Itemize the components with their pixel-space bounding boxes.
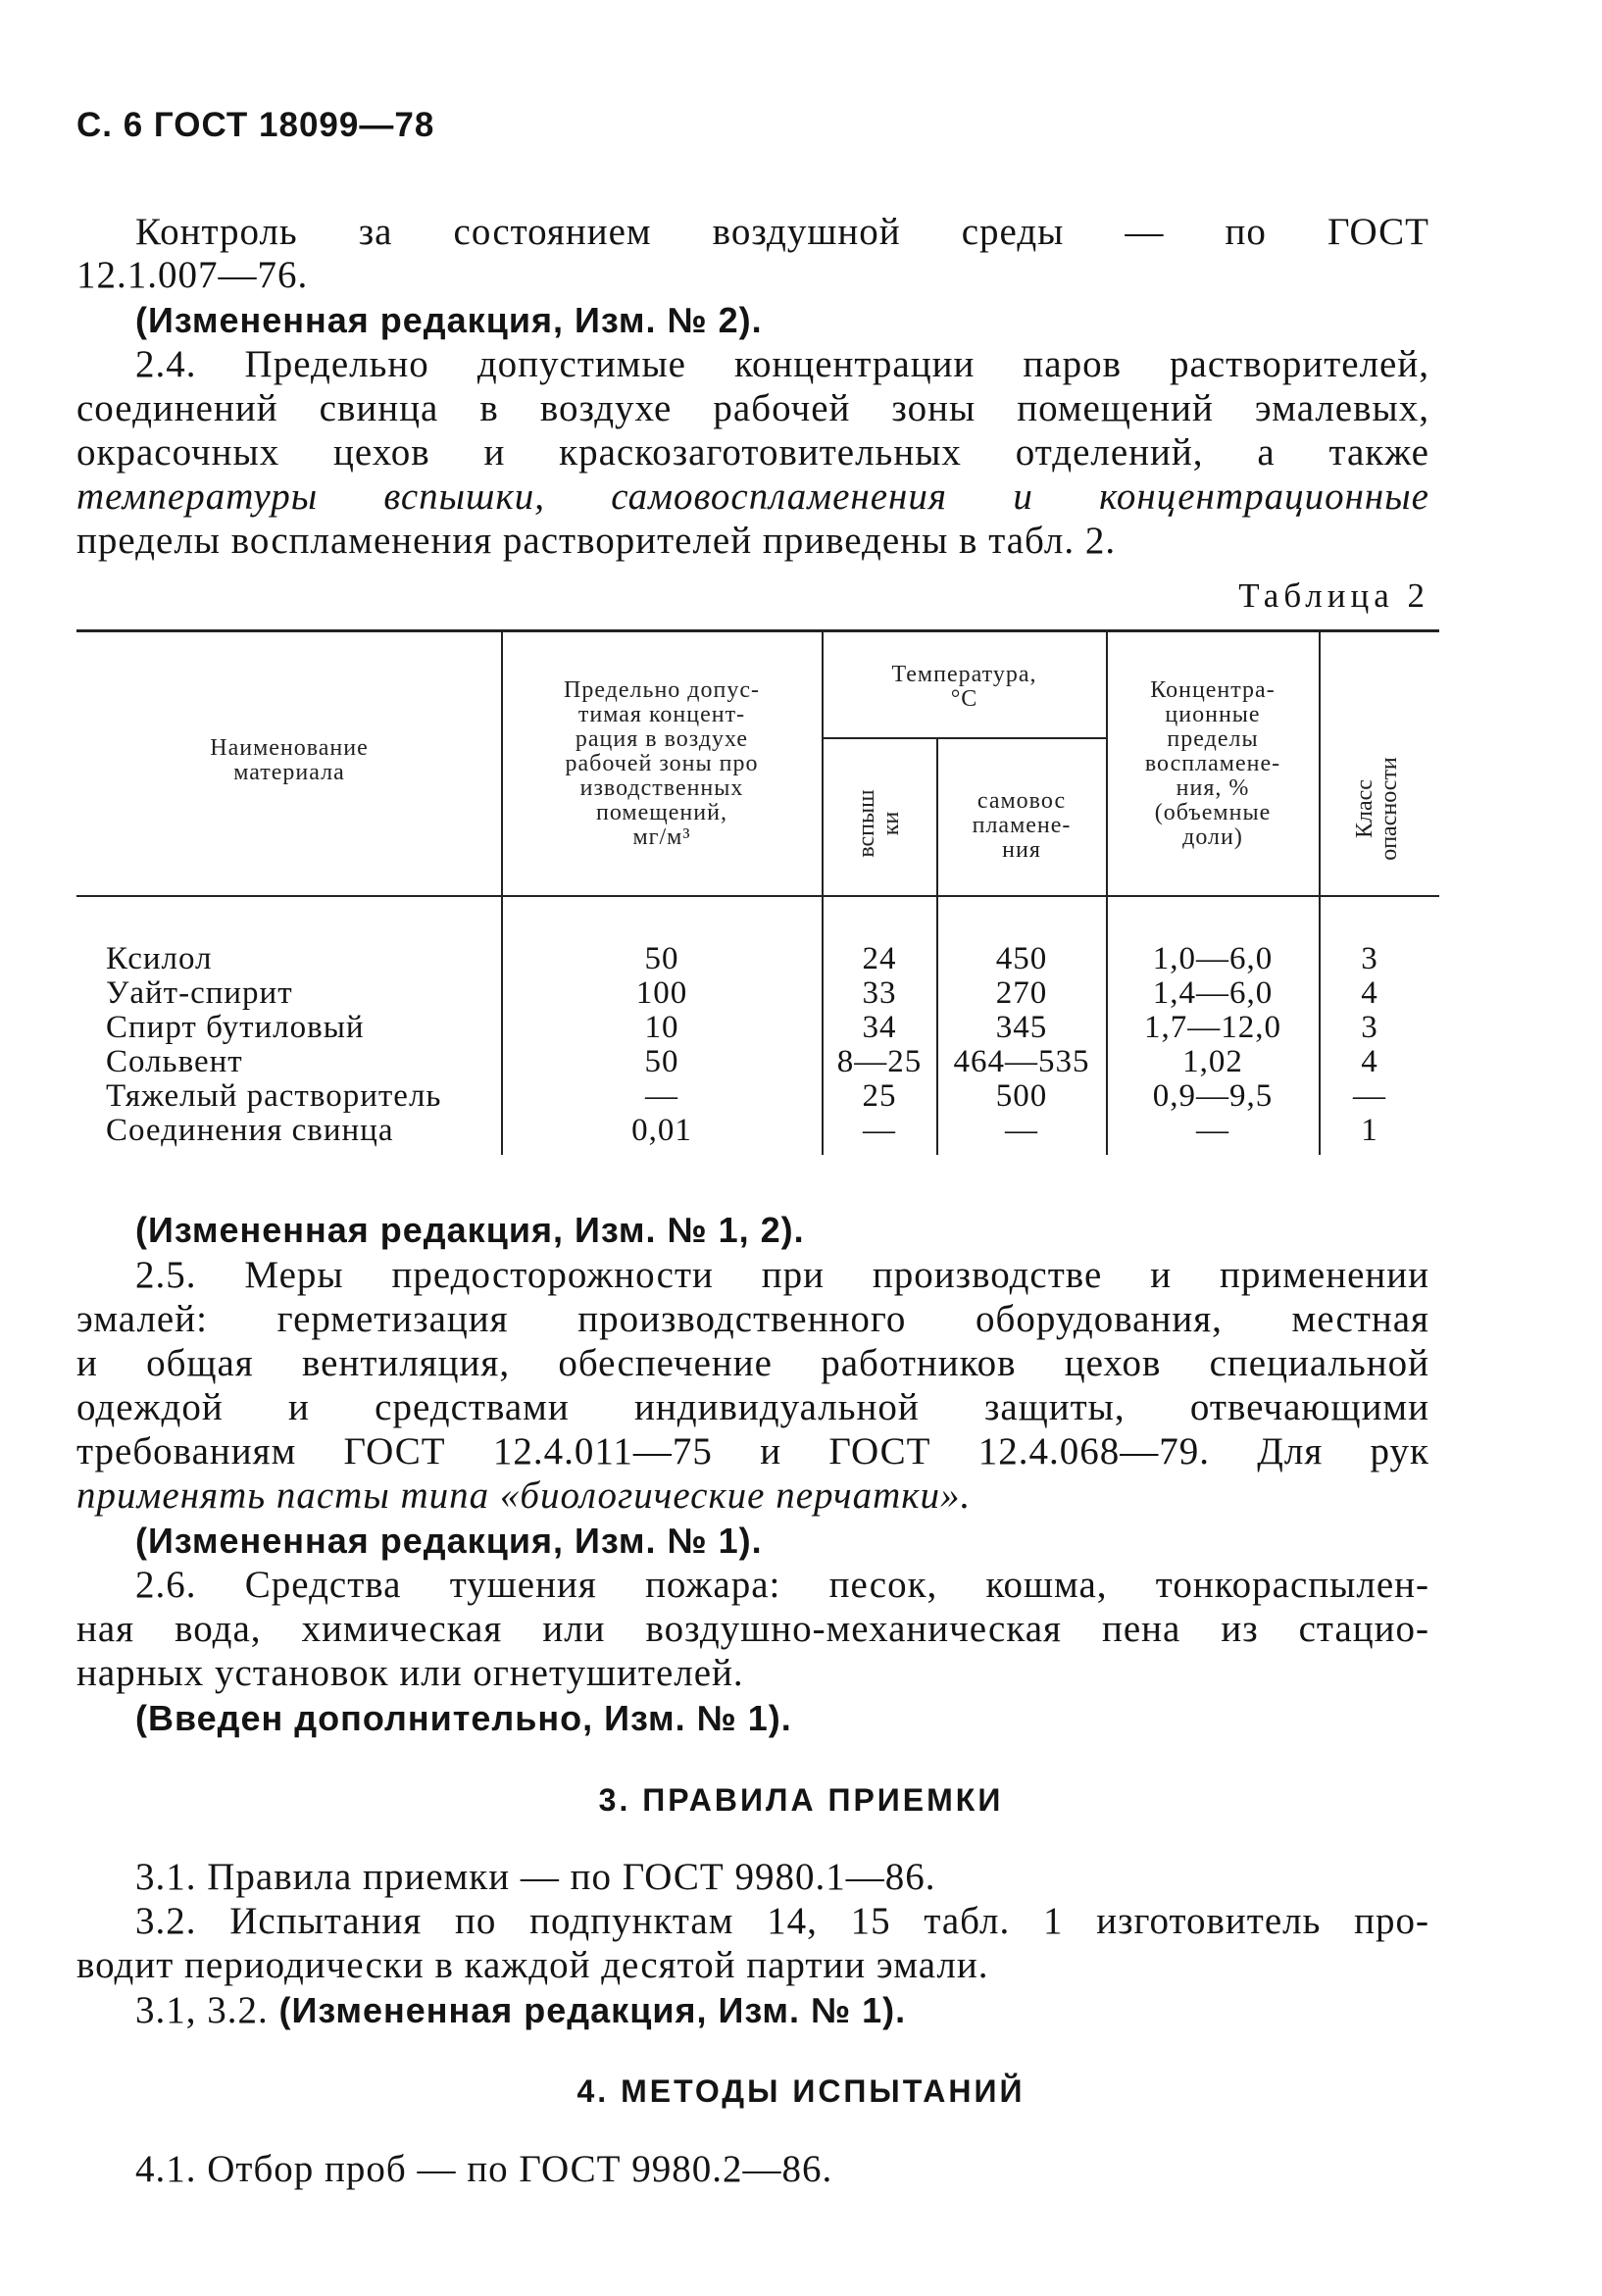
table-col-rule	[1319, 631, 1321, 1155]
header-pdk	[503, 678, 821, 850]
header-text: Класс	[1352, 779, 1377, 838]
cell-name: Соединения свинца	[106, 1113, 394, 1148]
header-limits	[1108, 678, 1318, 850]
cell-autoignition: 500	[995, 1078, 1048, 1114]
header-text: Концентра-	[1150, 677, 1276, 703]
header-text: материала	[233, 760, 345, 785]
cell-hazard: 3	[1361, 941, 1378, 976]
cell-autoignition: 270	[995, 975, 1048, 1011]
table-col-rule	[1106, 631, 1108, 1155]
header-text: Температура,	[891, 662, 1037, 687]
cell-flash: 24	[862, 941, 897, 976]
header-text: тимая концент-	[577, 702, 746, 727]
cell-pdk: 50	[644, 1044, 679, 1079]
cell-hazard: 3	[1361, 1010, 1378, 1045]
section-4-title: 4. МЕТОДЫ ИСПЫТАНИЙ	[576, 2073, 1026, 2109]
p26-line-3: нарных установок или огнетушителей.	[76, 1652, 744, 1694]
p31: 3.1. Правила приемки — по ГОСТ 9980.1—86.	[135, 1856, 936, 1898]
p24-line-3: окрасочных цехов и краскозаготовительных отделений, а также	[76, 431, 1429, 474]
p25-line-2: эмалей: герметизация производственного оборудования, местная	[76, 1298, 1429, 1340]
table-temp-rule	[822, 737, 1106, 739]
cell-autoignition: 464—535	[953, 1044, 1090, 1079]
header-text: вспыш	[854, 789, 879, 858]
table-col-rule	[501, 631, 503, 1155]
p25-line-3: и общая вентиляция, обеспечение работников цехов специальной	[76, 1342, 1429, 1384]
amendment-note: (Измененная редакция, Изм. № 1, 2).	[135, 1210, 805, 1250]
cell-pdk: —	[645, 1078, 678, 1114]
table-header-rule	[76, 895, 1439, 897]
cell-name: Тяжелый растворитель	[106, 1078, 442, 1114]
amendment-row	[76, 1519, 1429, 1563]
amendment-note: (Измененная редакция, Изм. № 1).	[135, 1521, 763, 1561]
p24-line-1: 2.4. Предельно допустимые концентрации паров растворителей,	[135, 343, 1429, 385]
header-text: мг/м³	[632, 824, 691, 850]
cell-flash: 25	[862, 1078, 897, 1114]
amendment-prefix: 3.1, 3.2.	[135, 1989, 269, 2031]
cell-pdk: 0,01	[631, 1113, 692, 1148]
p32-line-1: 3.2. Испытания по подпунктам 14, 15 табл. 1 изготовитель про-	[135, 1900, 1429, 1942]
header-text: (объемные	[1154, 800, 1272, 825]
cell-hazard: 1	[1361, 1113, 1378, 1148]
cell-autoignition: 450	[995, 941, 1048, 976]
cell-limits: 1,4—6,0	[1152, 975, 1274, 1011]
cell-hazard: —	[1353, 1078, 1386, 1114]
p25-line-4: одеждой и средствами индивидуальной защиты, отвечающими	[76, 1386, 1429, 1428]
header-text: изводственных	[579, 775, 744, 801]
header-text: доли)	[1182, 824, 1243, 850]
header-autoignition	[938, 789, 1105, 863]
page-header: С. 6 ГОСТ 18099—78	[76, 106, 435, 144]
table-col-rule	[936, 739, 938, 1155]
cell-hazard: 4	[1361, 975, 1378, 1011]
header-text: Предельно допус-	[564, 677, 760, 703]
cell-limits: 1,7—12,0	[1144, 1010, 1281, 1045]
cell-name: Спирт бутиловый	[106, 1010, 365, 1045]
header-text: рация в воздухе	[575, 726, 749, 752]
header-flash	[855, 755, 904, 892]
p41: 4.1. Отбор проб — по ГОСТ 9980.2—86.	[135, 2148, 833, 2190]
p32-line-2: водит периодически в каждой десятой партии эмали.	[76, 1944, 989, 1986]
amendment-row	[76, 1696, 1429, 1740]
table-top-rule	[76, 629, 1439, 632]
cell-name: Уайт-спирит	[106, 975, 293, 1011]
p24-line-4: температуры вспышки, самовоспламенения и концентрационные	[76, 475, 1429, 518]
cell-limits: —	[1196, 1113, 1229, 1148]
p25-line-5: требованиям ГОСТ 12.4.011—75 и ГОСТ 12.4.068—79. Для рук	[76, 1430, 1429, 1472]
header-name	[78, 736, 500, 785]
cell-autoignition: —	[1005, 1113, 1038, 1148]
p26-line-1: 2.6. Средства тушения пожара: песок, кошма, тонкораспылен-	[135, 1564, 1429, 1606]
cell-limits: 1,02	[1182, 1044, 1243, 1079]
header-text: ния, %	[1176, 775, 1250, 801]
cell-limits: 0,9—9,5	[1152, 1078, 1274, 1114]
header-text: Наименование	[210, 735, 369, 761]
header-text: ки	[878, 811, 904, 836]
header-text: рабочей зоны про	[565, 751, 759, 776]
cell-pdk: 10	[644, 1010, 679, 1045]
cell-name: Сольвент	[106, 1044, 243, 1079]
header-text: пределы	[1167, 726, 1259, 752]
header-text: опасности	[1377, 757, 1402, 861]
header-text: °С	[950, 686, 978, 712]
p24-line-5: пределы воспламенения растворителей приведены в табл. 2.	[76, 520, 1117, 562]
p26-line-2: ная вода, химическая или воздушно-механическая пена из стацио-	[76, 1608, 1429, 1650]
intro-line-2: 12.1.007—76.	[76, 254, 309, 296]
cell-flash: 33	[862, 975, 897, 1011]
p24-line-2: соединений свинца в воздухе рабочей зоны помещений эмалевых,	[76, 387, 1429, 429]
header-hazard-class	[1353, 730, 1402, 887]
p25-line-6: применять пасты типа «биологические перчатки».	[76, 1474, 972, 1517]
cell-limits: 1,0—6,0	[1152, 941, 1274, 976]
intro-line-1: Контроль за состоянием воздушной среды — по ГОСТ	[135, 211, 1429, 253]
header-text: помещений,	[596, 800, 727, 825]
amendment-row	[76, 1988, 1429, 2032]
cell-pdk: 100	[635, 975, 688, 1011]
cell-autoignition: 345	[995, 1010, 1048, 1045]
header-text: самовос	[976, 788, 1067, 814]
cell-pdk: 50	[644, 941, 679, 976]
cell-flash: —	[863, 1113, 896, 1148]
p25-line-1: 2.5. Меры предосторожности при производстве и применении	[135, 1254, 1429, 1296]
cell-flash: 8—25	[836, 1044, 923, 1079]
header-temperature	[824, 663, 1105, 712]
header-text: ционные	[1165, 702, 1261, 727]
cell-name: Ксилол	[106, 941, 213, 976]
header-text: воспламене-	[1144, 751, 1281, 776]
table-caption: Таблица 2	[1238, 576, 1429, 615]
header-text: пламене-	[972, 813, 1072, 838]
cell-flash: 34	[862, 1010, 897, 1045]
section-3-title: 3. ПРАВИЛА ПРИЕМКИ	[598, 1782, 1004, 1818]
cell-hazard: 4	[1361, 1044, 1378, 1079]
amendment-note: (Введен дополнительно, Изм. № 1).	[135, 1698, 792, 1738]
amendment-note: (Измененная редакция, Изм. № 1).	[278, 1990, 907, 2030]
table-col-rule	[822, 631, 824, 1155]
intro-amendment-row	[76, 298, 1429, 342]
amendment-note: (Измененная редакция, Изм. № 2).	[135, 300, 763, 340]
amendment-row	[76, 1208, 1429, 1252]
header-text: ния	[1002, 837, 1041, 863]
